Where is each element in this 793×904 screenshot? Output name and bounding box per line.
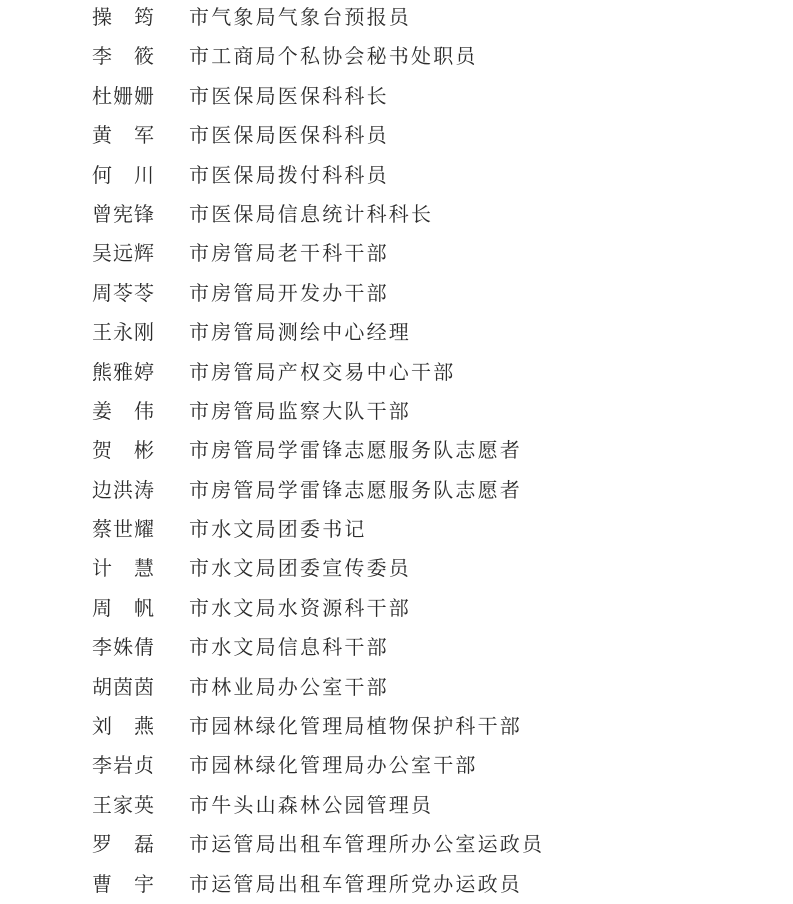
person-name: 刘 燕 <box>92 714 155 739</box>
list-item <box>0 668 793 707</box>
person-position: 市房管局学雷锋志愿服务队志愿者 <box>189 477 522 502</box>
list-item <box>0 786 793 825</box>
person-position: 市房管局产权交易中心干部 <box>189 359 456 384</box>
person-position: 市林业局办公室干部 <box>189 674 389 699</box>
person-position: 市房管局监察大队干部 <box>189 398 411 423</box>
list-item <box>0 865 793 904</box>
person-position: 市运管局出租车管理所党办运政员 <box>189 871 522 896</box>
list-item <box>0 195 793 234</box>
list-item <box>0 549 793 588</box>
person-position: 市房管局测绘中心经理 <box>189 320 411 345</box>
person-name: 何 川 <box>92 162 155 187</box>
person-name: 蔡世耀 <box>92 517 155 542</box>
person-name: 杜姗姗 <box>92 83 155 108</box>
person-name: 李岩贞 <box>92 753 155 778</box>
person-position: 市房管局学雷锋志愿服务队志愿者 <box>189 438 522 463</box>
person-name: 周苓苓 <box>92 280 155 305</box>
list-item <box>0 471 793 510</box>
list-item <box>0 746 793 785</box>
person-position: 市水文局团委宣传委员 <box>189 556 411 581</box>
person-name: 曹 宇 <box>92 871 155 896</box>
person-position: 市运管局出租车管理所办公室运政员 <box>189 832 545 857</box>
person-name: 李 筱 <box>92 44 155 69</box>
person-name: 吴远辉 <box>92 241 155 266</box>
list-item <box>0 116 793 155</box>
person-position: 市医保局医保科科长 <box>189 83 389 108</box>
person-position: 市园林绿化管理局植物保护科干部 <box>189 714 522 739</box>
list-item <box>0 274 793 313</box>
list-item <box>0 156 793 195</box>
person-position: 市医保局医保科科员 <box>189 123 389 148</box>
list-item <box>0 589 793 628</box>
list-item <box>0 0 793 37</box>
person-position: 市水文局团委书记 <box>189 517 367 542</box>
list-item <box>0 392 793 431</box>
person-name: 姜 伟 <box>92 398 155 423</box>
person-name: 周 帆 <box>92 595 155 620</box>
person-position: 市水文局信息科干部 <box>189 635 389 660</box>
person-name: 计 慧 <box>92 556 155 581</box>
person-name: 罗 磊 <box>92 832 155 857</box>
person-name: 曾宪锋 <box>92 201 155 226</box>
list-item <box>0 707 793 746</box>
person-position: 市工商局个私协会秘书处职员 <box>189 44 478 69</box>
list-item <box>0 313 793 352</box>
list-item <box>0 825 793 864</box>
person-position: 市牛头山森林公园管理员 <box>189 792 434 817</box>
person-position: 市医保局信息统计科科长 <box>189 201 434 226</box>
person-name: 边洪涛 <box>92 477 155 502</box>
list-item <box>0 353 793 392</box>
person-position: 市房管局老干科干部 <box>189 241 389 266</box>
person-position: 市园林绿化管理局办公室干部 <box>189 753 478 778</box>
person-position: 市水文局水资源科干部 <box>189 595 411 620</box>
person-name: 黄 军 <box>92 123 155 148</box>
person-name: 李姝倩 <box>92 635 155 660</box>
list-item <box>0 234 793 273</box>
person-position: 市医保局拨付科科员 <box>189 162 389 187</box>
person-position: 市房管局开发办干部 <box>189 280 389 305</box>
list-item <box>0 37 793 76</box>
person-position: 市气象局气象台预报员 <box>189 5 411 29</box>
person-name: 王永刚 <box>92 320 155 345</box>
list-item <box>0 510 793 549</box>
list-item <box>0 77 793 116</box>
person-name: 操 筠 <box>92 5 155 29</box>
person-name: 熊雅婷 <box>92 359 155 384</box>
person-name: 王家英 <box>92 792 155 817</box>
person-name: 胡茵茵 <box>92 674 155 699</box>
person-name: 贺 彬 <box>92 438 155 463</box>
list-item <box>0 431 793 470</box>
list-item <box>0 628 793 667</box>
